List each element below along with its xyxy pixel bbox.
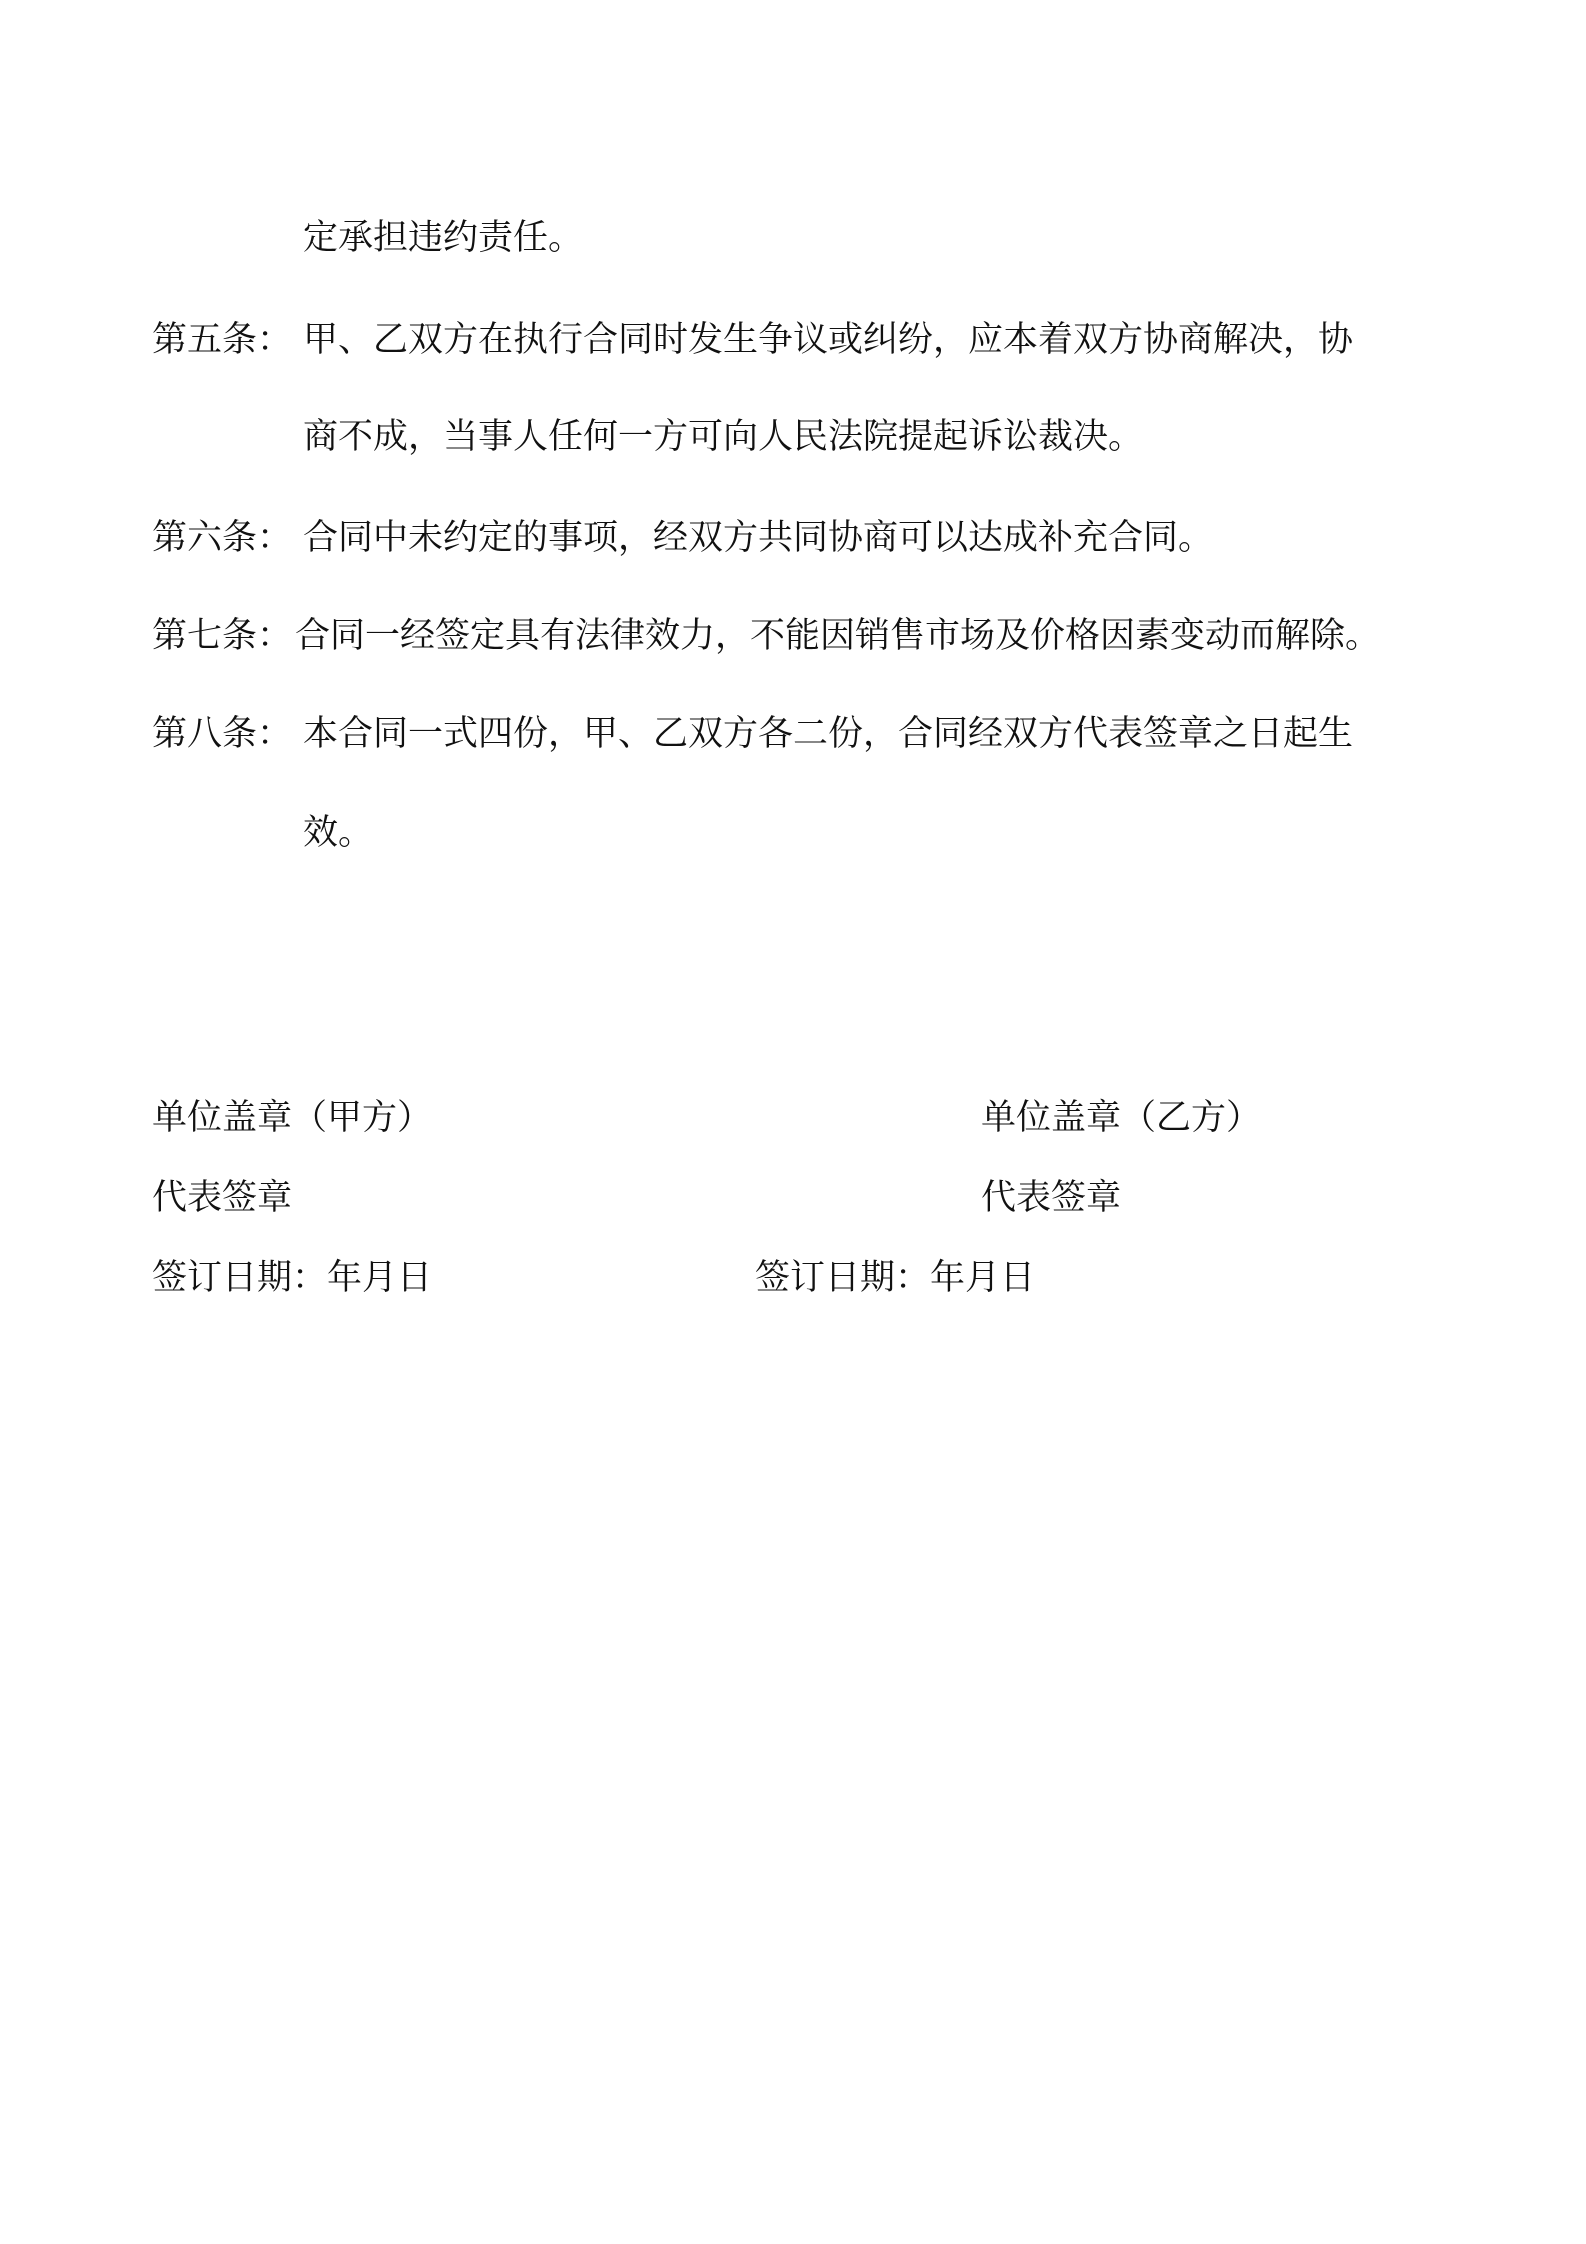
clause5-text-line1: 甲、乙双方在执行合同时发生争议或纠纷，应本着双方协商解决，协 xyxy=(303,320,1354,360)
clause7-label: 第七条： xyxy=(152,616,293,656)
party-a-rep-label: 代表签章 xyxy=(152,1178,293,1218)
party-a-date-label: 签订日期：年月日 xyxy=(152,1258,433,1298)
clause6-label: 第六条： xyxy=(152,518,293,558)
party-b-date-label: 签订日期：年月日 xyxy=(755,1258,1036,1298)
clause8-text-line1: 本合同一式四份，甲、乙双方各二份，合同经双方代表签章之日起生 xyxy=(303,714,1354,754)
clause6-text-line1: 合同中未约定的事项，经双方共同协商可以达成补充合同。 xyxy=(303,518,1214,558)
clause7-text-line1: 合同一经签定具有法律效力，不能因销售市场及价格因素变动而解除。 xyxy=(295,616,1381,656)
clause5-label: 第五条： xyxy=(152,320,293,360)
party-a-seal-label: 单位盖章（甲方） xyxy=(152,1098,433,1138)
clause4-tail: 定承担违约责任。 xyxy=(303,218,584,258)
clause8-text-line2: 效。 xyxy=(303,813,374,853)
clause5-text-line2: 商不成，当事人任何一方可向人民法院提起诉讼裁决。 xyxy=(303,417,1144,457)
party-b-seal-label: 单位盖章（乙方） xyxy=(981,1098,1262,1138)
party-b-rep-label: 代表签章 xyxy=(981,1178,1122,1218)
clause8-label: 第八条： xyxy=(152,714,293,754)
